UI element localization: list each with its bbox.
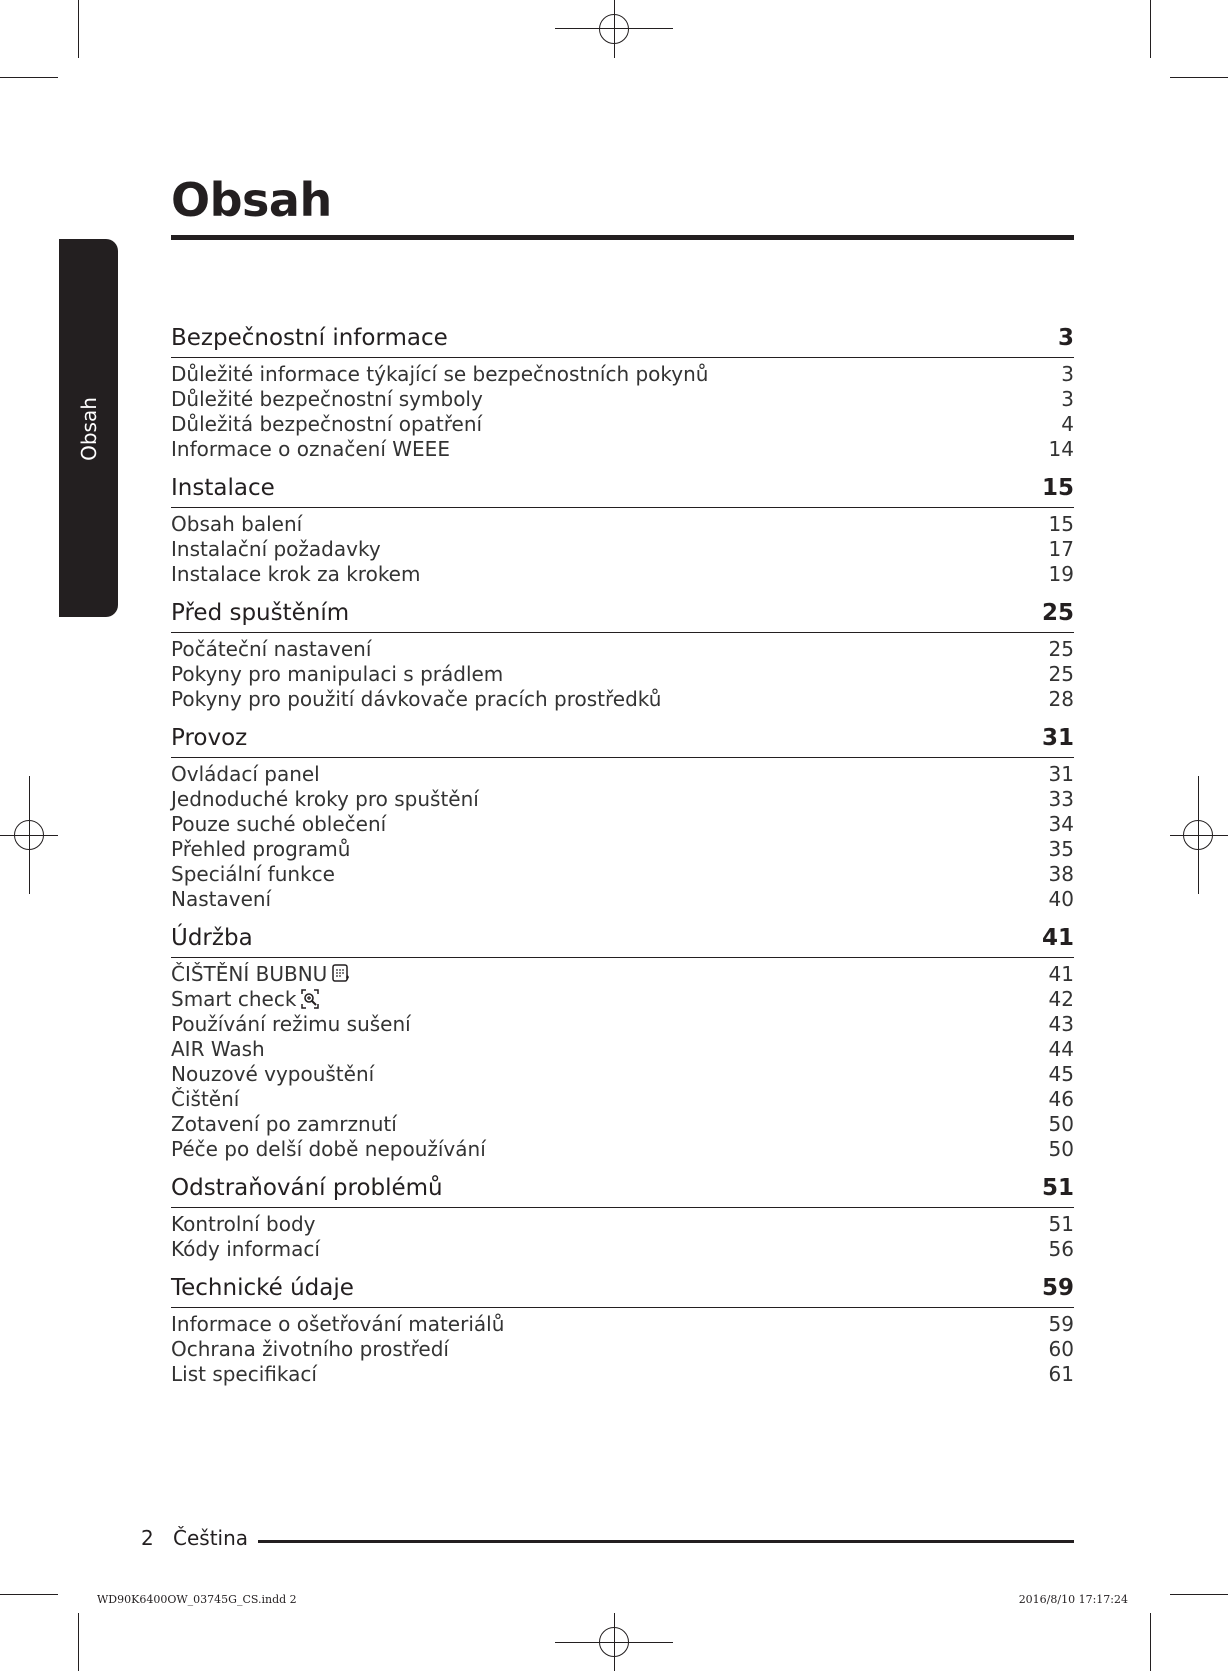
toc-item-label: Zotavení po zamrznutí bbox=[171, 1112, 397, 1136]
toc-section-header[interactable] bbox=[171, 1269, 1074, 1308]
toc-item-page: 28 bbox=[1048, 687, 1074, 711]
toc-item[interactable] bbox=[171, 862, 1074, 887]
toc-item-label: Nastavení bbox=[171, 887, 272, 911]
toc-item-list bbox=[171, 358, 1074, 462]
toc-item-page: 46 bbox=[1048, 1087, 1074, 1111]
toc-item[interactable] bbox=[171, 412, 1074, 437]
toc-section-page: 15 bbox=[1041, 475, 1074, 501]
toc-section bbox=[171, 1169, 1074, 1262]
toc-item[interactable] bbox=[171, 1212, 1074, 1237]
toc-section-title: Bezpečnostní informace bbox=[171, 325, 448, 351]
toc-item[interactable] bbox=[171, 887, 1074, 912]
toc-item[interactable] bbox=[171, 837, 1074, 862]
toc-section-header[interactable] bbox=[171, 469, 1074, 508]
toc-section-page: 51 bbox=[1041, 1175, 1074, 1201]
toc-item-page: 19 bbox=[1048, 562, 1074, 586]
toc-item-page: 15 bbox=[1048, 512, 1074, 536]
toc-section-title: Před spuštěním bbox=[171, 600, 350, 626]
toc-item[interactable] bbox=[171, 1337, 1074, 1362]
toc-section-header[interactable] bbox=[171, 719, 1074, 758]
toc-item-label: Instalace krok za krokem bbox=[171, 562, 421, 586]
toc-item-page: 59 bbox=[1048, 1312, 1074, 1336]
toc-item-label: Speciální funkce bbox=[171, 862, 335, 886]
toc-section-page: 41 bbox=[1041, 925, 1074, 951]
toc-item-page: 4 bbox=[1061, 412, 1074, 436]
toc-item[interactable] bbox=[171, 812, 1074, 837]
toc-section bbox=[171, 919, 1074, 1162]
side-tab-label: Obsah bbox=[76, 397, 101, 461]
toc-item[interactable] bbox=[171, 1137, 1074, 1162]
toc-item-label: Důležitá bezpečnostní opatření bbox=[171, 412, 483, 436]
toc-item[interactable] bbox=[171, 637, 1074, 662]
toc-section-header[interactable] bbox=[171, 919, 1074, 958]
toc-item-page: 51 bbox=[1048, 1212, 1074, 1236]
toc-item-page: 42 bbox=[1048, 987, 1074, 1011]
footer-language: Čeština bbox=[173, 1526, 249, 1550]
toc-section-page: 25 bbox=[1041, 600, 1074, 626]
toc-item-label: Informace o označení WEEE bbox=[171, 437, 450, 461]
toc-section bbox=[171, 719, 1074, 912]
toc-item[interactable] bbox=[171, 1362, 1074, 1387]
toc-section bbox=[171, 1269, 1074, 1387]
toc-item-label: Informace o ošetřování materiálů bbox=[171, 1312, 505, 1336]
toc-section-header[interactable] bbox=[171, 319, 1074, 358]
toc-item-label: Pokyny pro manipulaci s prádlem bbox=[171, 662, 504, 686]
toc-section-title: Instalace bbox=[171, 475, 275, 501]
toc-item[interactable] bbox=[171, 762, 1074, 787]
toc-item-page: 14 bbox=[1048, 437, 1074, 461]
toc-item-page: 3 bbox=[1061, 387, 1074, 411]
toc-item-list bbox=[171, 1208, 1074, 1262]
toc-item[interactable] bbox=[171, 962, 1074, 987]
toc-item[interactable] bbox=[171, 662, 1074, 687]
toc-section-title: Odstraňování problémů bbox=[171, 1175, 443, 1201]
toc-section-page: 31 bbox=[1041, 725, 1074, 751]
page-title: Obsah bbox=[171, 173, 332, 227]
toc-section-header[interactable] bbox=[171, 1169, 1074, 1208]
toc-item-list bbox=[171, 633, 1074, 712]
toc-item-list bbox=[171, 758, 1074, 912]
toc-item-label: Kontrolní body bbox=[171, 1212, 316, 1236]
toc-item-label: Počáteční nastavení bbox=[171, 637, 372, 661]
toc-item[interactable] bbox=[171, 1237, 1074, 1262]
toc-item-page: 50 bbox=[1048, 1137, 1074, 1161]
toc-item-label: List specifikací bbox=[171, 1362, 317, 1386]
toc-item-label: Používání režimu sušení bbox=[171, 1012, 411, 1036]
drum-clean-icon bbox=[331, 963, 351, 985]
toc-item-page: 45 bbox=[1048, 1062, 1074, 1086]
toc-item-page: 34 bbox=[1048, 812, 1074, 836]
toc-item-page: 38 bbox=[1048, 862, 1074, 886]
toc-section-page: 3 bbox=[1057, 325, 1074, 351]
smart-check-icon bbox=[300, 988, 320, 1010]
table-of-contents bbox=[171, 319, 1074, 1394]
print-slug-date: 2016/8/10 17:17:24 bbox=[1018, 1593, 1128, 1606]
toc-item-label: Důležité bezpečnostní symboly bbox=[171, 387, 483, 411]
toc-item-label: Přehled programů bbox=[171, 837, 351, 861]
toc-item-list bbox=[171, 1308, 1074, 1387]
toc-section-header[interactable] bbox=[171, 594, 1074, 633]
toc-item-label: Ochrana životního prostředí bbox=[171, 1337, 449, 1361]
toc-section-title: Provoz bbox=[171, 725, 248, 751]
toc-item-page: 33 bbox=[1048, 787, 1074, 811]
toc-item-label: Kódy informací bbox=[171, 1237, 320, 1261]
toc-item[interactable] bbox=[171, 562, 1074, 587]
toc-item[interactable] bbox=[171, 687, 1074, 712]
print-slug-file: WD90K6400OW_03745G_CS.indd 2 bbox=[97, 1593, 297, 1606]
toc-item[interactable] bbox=[171, 1012, 1074, 1037]
side-tab bbox=[59, 239, 118, 617]
toc-item-page: 50 bbox=[1048, 1112, 1074, 1136]
toc-item[interactable] bbox=[171, 512, 1074, 537]
toc-section bbox=[171, 319, 1074, 462]
toc-item[interactable] bbox=[171, 362, 1074, 387]
toc-item[interactable] bbox=[171, 537, 1074, 562]
toc-item[interactable] bbox=[171, 1087, 1074, 1112]
toc-item-label: Obsah balení bbox=[171, 512, 303, 536]
toc-item-page: 41 bbox=[1048, 962, 1074, 986]
title-rule bbox=[171, 235, 1074, 240]
toc-item-label: Péče po delší době nepoužívání bbox=[171, 1137, 486, 1161]
toc-item-list bbox=[171, 958, 1074, 1162]
toc-item-label: Ovládací panel bbox=[171, 762, 320, 786]
toc-item[interactable] bbox=[171, 987, 1074, 1012]
toc-item[interactable] bbox=[171, 1062, 1074, 1087]
toc-item-list bbox=[171, 508, 1074, 587]
toc-section bbox=[171, 594, 1074, 712]
toc-item-label: Pokyny pro použití dávkovače pracích prostředků bbox=[171, 687, 662, 711]
toc-item-page: 56 bbox=[1048, 1237, 1074, 1261]
toc-item-page: 44 bbox=[1048, 1037, 1074, 1061]
footer-rule bbox=[258, 1540, 1074, 1543]
toc-section-page: 59 bbox=[1041, 1275, 1074, 1301]
toc-section-title: Technické údaje bbox=[171, 1275, 354, 1301]
toc-section bbox=[171, 469, 1074, 587]
toc-item-label: Instalační požadavky bbox=[171, 537, 381, 561]
footer-page-number: 2 bbox=[141, 1526, 154, 1550]
toc-item[interactable] bbox=[171, 437, 1074, 462]
toc-item-label: Pouze suché oblečení bbox=[171, 812, 387, 836]
toc-item-page: 40 bbox=[1048, 887, 1074, 911]
toc-item-page: 25 bbox=[1048, 662, 1074, 686]
toc-item-label: Nouzové vypouštění bbox=[171, 1062, 375, 1086]
toc-item[interactable] bbox=[171, 1037, 1074, 1062]
toc-item-page: 17 bbox=[1048, 537, 1074, 561]
toc-item-page: 43 bbox=[1048, 1012, 1074, 1036]
toc-item-label: Důležité informace týkající se bezpečnostních pokynů bbox=[171, 362, 709, 386]
toc-item-label: ČIŠTĚNÍ BUBNU bbox=[171, 962, 328, 986]
toc-item-page: 60 bbox=[1048, 1337, 1074, 1361]
toc-item-label: AIR Wash bbox=[171, 1037, 265, 1061]
toc-item-page: 3 bbox=[1061, 362, 1074, 386]
toc-item-page: 31 bbox=[1048, 762, 1074, 786]
toc-item[interactable] bbox=[171, 387, 1074, 412]
toc-item[interactable] bbox=[171, 1312, 1074, 1337]
toc-item-label: Smart check bbox=[171, 987, 297, 1011]
toc-item-label: Jednoduché kroky pro spuštění bbox=[171, 787, 479, 811]
toc-item-label: Čištění bbox=[171, 1087, 240, 1111]
toc-item[interactable] bbox=[171, 787, 1074, 812]
toc-item-page: 25 bbox=[1048, 637, 1074, 661]
toc-item[interactable] bbox=[171, 1112, 1074, 1137]
toc-section-title: Údržba bbox=[171, 925, 253, 951]
toc-item-page: 35 bbox=[1048, 837, 1074, 861]
toc-item-page: 61 bbox=[1048, 1362, 1074, 1386]
